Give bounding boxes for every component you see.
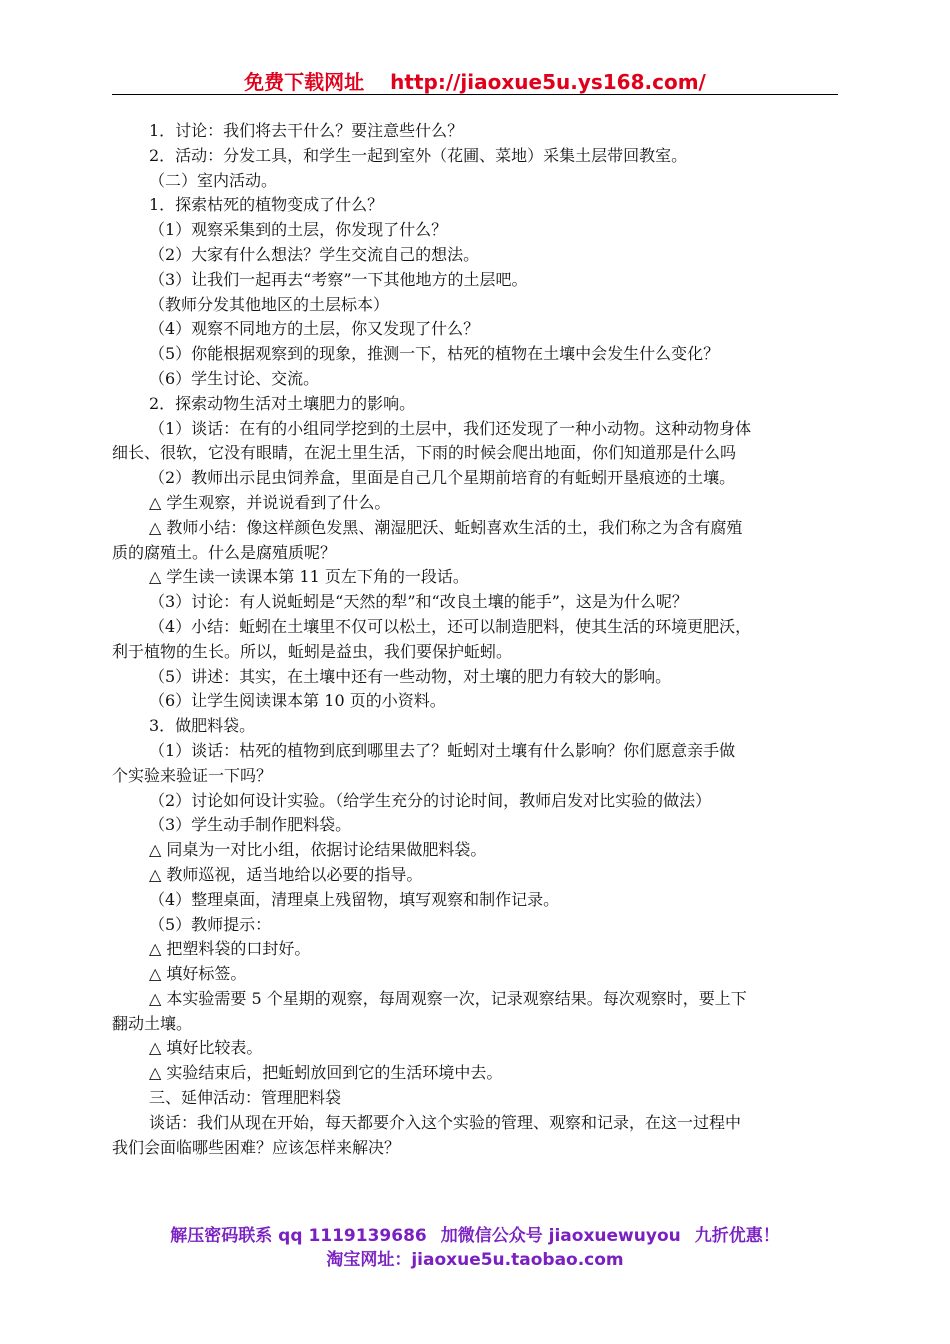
text-line: 2．活动：分发工具，和学生一起到室外（花圃、菜地）采集土层带回教室。	[149, 145, 688, 165]
text-line: （3）让我们一起再去“考察”一下其他地方的土层吧。	[149, 269, 528, 289]
text-line: △ 学生观察，并说说看到了什么。	[149, 492, 391, 512]
text-line: （二）室内活动。	[149, 170, 278, 190]
text-line: 三、延伸活动：管理肥料袋	[149, 1088, 342, 1108]
footer-taobao-link[interactable]: 淘宝网址：jiaoxue5u.taobao.com	[326, 1250, 624, 1270]
text-line: △ 实验结束后，把蚯蚓放回到它的生活环境中去。	[149, 1063, 503, 1083]
text-line: （1）谈话：在有的小组同学挖到的土层中，我们还发现了一种小动物。这种动物身体	[149, 418, 752, 438]
text-line: 翻动土壤。	[112, 1013, 193, 1033]
footer-taobao-line	[0, 1245, 950, 1270]
text-line: （4）小结：蚯蚓在土壤里不仅可以松土，还可以制造肥料，使其生活的环境更肥沃，	[149, 616, 752, 636]
text-line: （3）学生动手制作肥料袋。	[149, 815, 352, 835]
text-line: （4）整理桌面，清理桌上残留物，填写观察和制作记录。	[149, 889, 560, 909]
text-line: 细长、很软，它没有眼睛，在泥土里生活，下雨的时候会爬出地面，你们知道那是什么吗	[112, 443, 737, 463]
text-line: △ 同桌为一对比小组，依据讨论结果做肥料袋。	[149, 840, 487, 860]
text-line: （教师分发其他地区的土层标本）	[149, 294, 390, 314]
document-body	[112, 119, 838, 1160]
text-line: （6）学生讨论、交流。	[149, 368, 320, 388]
header-label: 免费下载网址	[244, 70, 365, 94]
page-header	[0, 66, 950, 95]
text-line: △ 把塑料袋的口封好。	[149, 939, 311, 959]
text-line: △ 填好比较表。	[149, 1038, 263, 1058]
text-line: （2）教师出示昆虫饲养盒，里面是自己几个星期前培育的有蚯蚓开垦痕迹的土壤。	[149, 468, 736, 488]
text-line: △ 填好标签。	[149, 964, 247, 984]
text-line: △ 学生读一读课本第 11 页左下角的一段话。	[149, 567, 469, 587]
text-line: （4）观察不同地方的土层，你又发现了什么？	[149, 319, 480, 339]
text-line: 谈话：我们从现在开始，每天都要介入这个实验的管理、观察和记录，在这一过程中	[149, 1112, 742, 1132]
text-line: △ 教师巡视，适当地给以必要的指导。	[149, 864, 423, 884]
footer-password-contact: 解压密码联系 qq 1119139686	[170, 1226, 427, 1246]
text-line: （6）让学生阅读课本第 10 页的小资料。	[149, 691, 446, 711]
text-line: △ 本实验需要 5 个星期的观察，每周观察一次，记录观察结果。每次观察时，要上下	[149, 988, 747, 1008]
footer-wechat: 加微信公众号 jiaoxuewuyou	[440, 1226, 681, 1246]
text-line: （3）讨论：有人说蚯蚓是“天然的犁”和“改良土壤的能手”，这是为什么呢？	[149, 592, 688, 612]
text-line: 2．探索动物生活对土壤肥力的影响。	[149, 393, 416, 413]
text-line: 利于植物的生长。所以，蚯蚓是益虫，我们要保护蚯蚓。	[112, 641, 513, 661]
text-line: （5）教师提示：	[149, 914, 272, 934]
footer-discount: 九折优惠！	[694, 1226, 780, 1246]
header-url-link[interactable]: http://jiaoxue5u.ys168.com/	[390, 70, 706, 94]
text-line: △ 教师小结：像这样颜色发黑、潮湿肥沃、蚯蚓喜欢生活的土，我们称之为含有腐殖	[149, 517, 743, 537]
text-line: 质的腐殖土。什么是腐殖质呢？	[112, 542, 337, 562]
text-line: 1．探索枯死的植物变成了什么？	[149, 195, 384, 215]
text-line: （1）观察采集到的土层，你发现了什么？	[149, 220, 448, 240]
text-line: （1）谈话：枯死的植物到底到哪里去了？蚯蚓对土壤有什么影响？你们愿意亲手做	[149, 740, 736, 760]
text-line: 3．做肥料袋。	[149, 716, 256, 736]
text-line: （2）大家有什么想法？学生交流自己的想法。	[149, 244, 480, 264]
footer-contact-line	[0, 1221, 950, 1246]
header-divider	[112, 94, 838, 95]
text-line: 1．讨论：我们将去干什么？要注意些什么？	[149, 121, 464, 140]
text-line: 个实验来验证一下吗？	[112, 765, 273, 785]
text-line: （2）讨论如何设计实验。（给学生充分的讨论时间，教师启发对比实验的做法）	[149, 790, 712, 810]
text-line: （5）讲述：其实，在土壤中还有一些动物，对土壤的肥力有较大的影响。	[149, 666, 672, 686]
text-line: （5）你能根据观察到的现象，推测一下，枯死的植物在土壤中会发生什么变化？	[149, 344, 720, 364]
text-line: 我们会面临哪些困难？应该怎样来解决？	[112, 1137, 401, 1157]
